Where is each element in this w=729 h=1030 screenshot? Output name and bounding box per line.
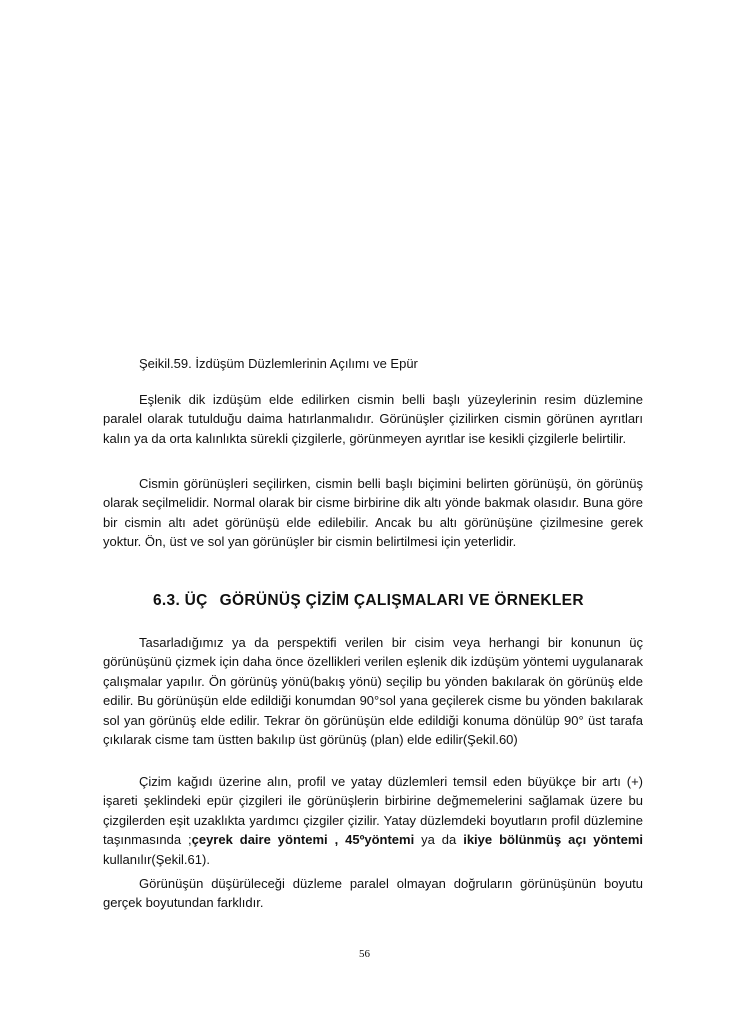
bold-method-names: çeyrek daire yöntemi , 45ºyöntemi [191, 832, 415, 848]
section-title: GÖRÜNÜŞ ÇİZİM ÇALIŞMALARI VE ÖRNEKLER [219, 592, 584, 609]
paragraph-text: Çizim kağıdı üzerine alın, profil ve yatay düzlemleri temsil eden büyükçe bir artı (+) işareti şeklindeki epür çizgileri ile görünüşlerin birbirine değmemelerini sağlamak üzere bu çizgilerden eşit uzaklıkta yardımcı çizgiler çizilir. Yatay düzlemdeki boyutların profil düzlemine taşınmasında ; [103, 774, 643, 848]
section-heading [153, 592, 584, 610]
section-number: 6.3. ÜÇ [153, 592, 208, 609]
paragraph-three-views: Tasarladığımız ya da perspektifi verilen bir cisim veya herhangi bir konunun üç görünüşünü çizmek için daha önce özellikleri verilen eşlenik dik izdüşüm yöntemi uygulanarak çalışmalar yapılır. Ön görünüş yönü(bakış yönü) seçilip bu yönden bakılarak ön görünüş elde edilir. Bu görünüşün elde edildiği konumdan 90°sol yana geçilerek cisme bu yönden bakılarak sol yan görünüş elde edilir. Tekrar ön görünüşün elde edildiği konuma dönülüp 90° üst tarafa çıkılarak cisme tam üstten bakılıp üst görünüş (plan) elde edilir(Şekil.60) [103, 635, 643, 748]
paragraph-view-selection: Cismin görünüşleri seçilirken, cismin belli başlı biçimini belirten görünüşü, ön görünüş olarak seçilmelidir. Normal olarak bir cisme birbirine dik altı yönde bakmak olasıdır. Buna göre bir cismin altı adet görünüşü elde edilebilir. Ancak bu altı görünüşüne çizilmesine gerek yoktur. Ön, üst ve sol yan görünüşler bir cismin belirtilmesi için yeterlidir. [103, 476, 643, 550]
paragraph-text: ya da [414, 832, 464, 848]
paragraph-drawing-method [103, 772, 643, 869]
paragraph-text: kullanılır(Şekil.61). [103, 851, 210, 867]
figure-caption: Şeikil.59. İzdüşüm Düzlemlerinin Açılımı ve Epür [139, 356, 418, 371]
bold-method-name: ikiye bölünmüş açı yöntemi [463, 832, 643, 848]
paragraph-true-size: Görünüşün düşürüleceği düzleme paralel olmayan doğruların görünüşünün boyutu gerçek boyutundan farklıdır. [103, 876, 643, 911]
paragraph-projection-intro: Eşlenik dik izdüşüm elde edilirken cismin belli başlı yüzeylerinin resim düzlemine paralel olarak tutulduğu daima hatırlanmalıdır. Görünüşler çizilirken cismin görünen ayrıtları kalın ya da orta kalınlıkta sürekli çizgilerle, görünmeyen ayrıtlar ise kesikli çizgilerle belirtilir. [103, 392, 643, 446]
figure-placeholder [103, 40, 643, 340]
page-number: 56 [359, 948, 370, 960]
